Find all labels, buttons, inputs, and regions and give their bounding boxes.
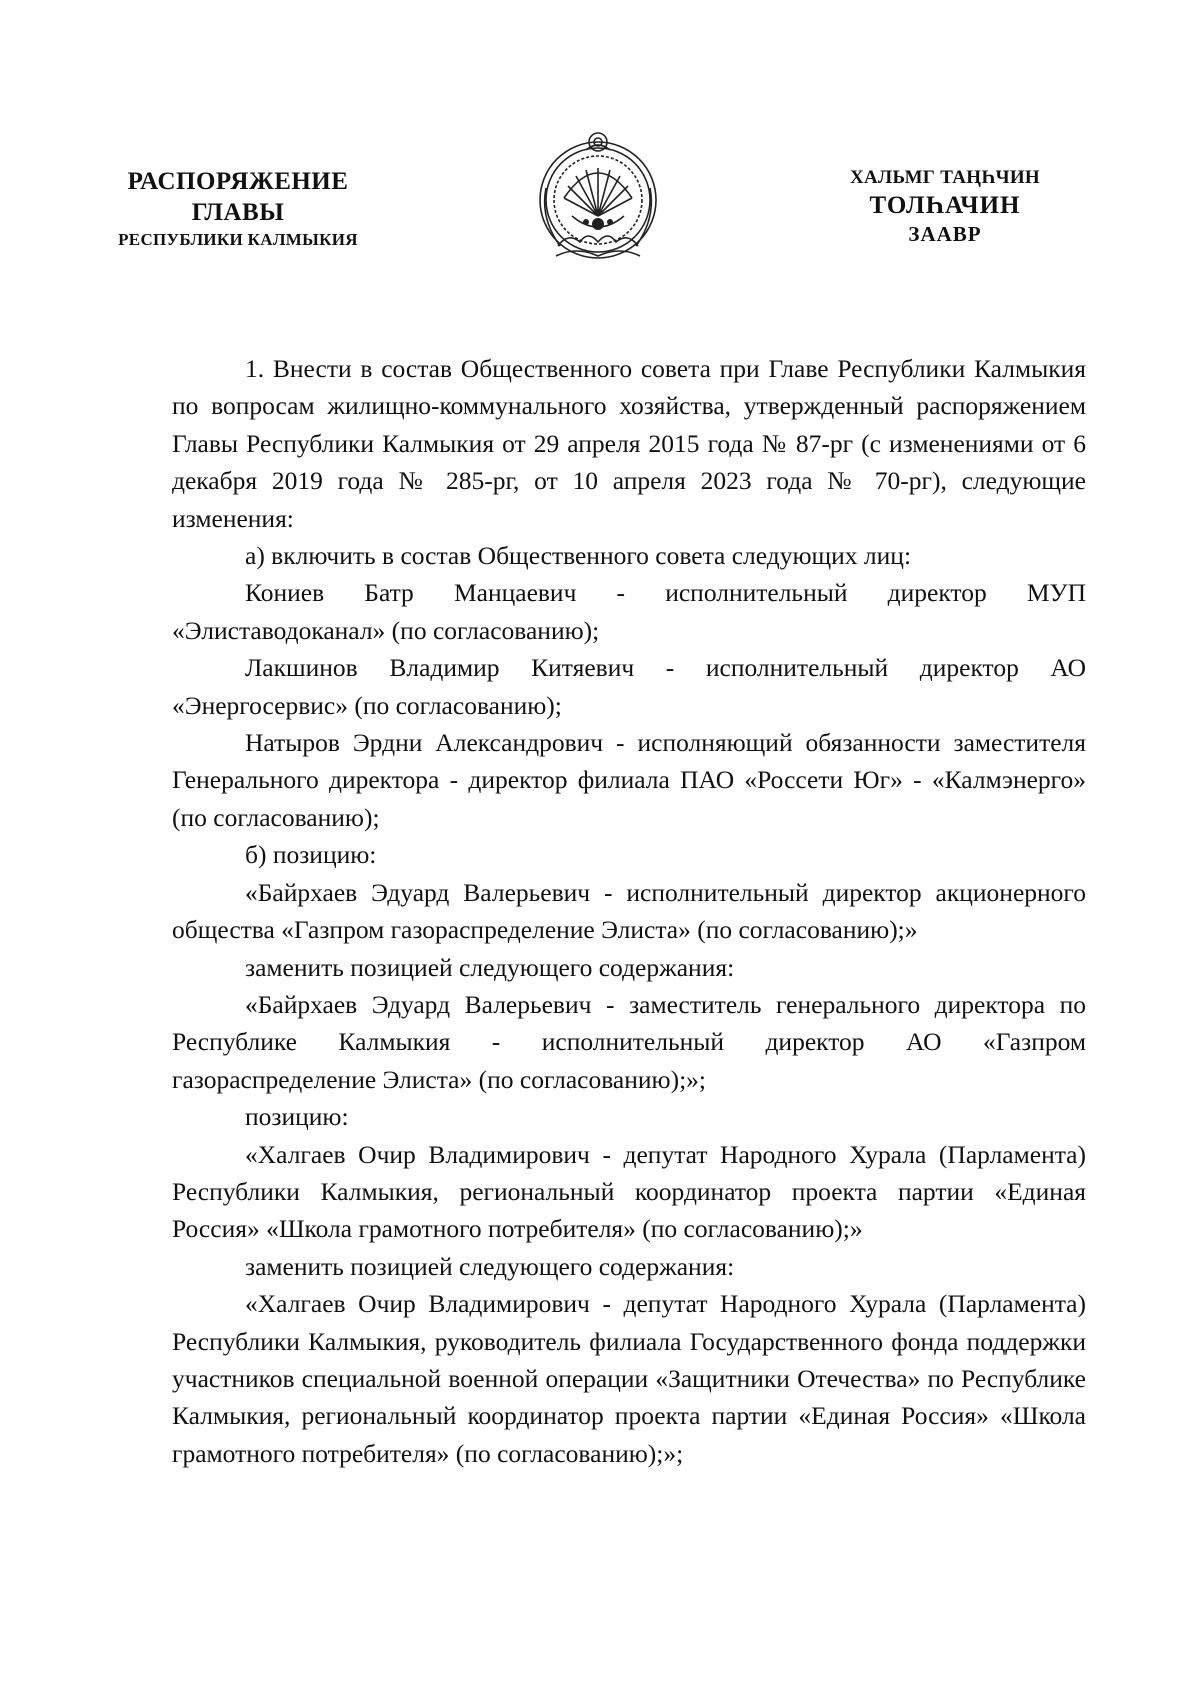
paragraph: «Халгаев Очир Владимирович - депутат Народного Хурала (Парламента) Республики Калмыкия, руководитель филиала Государственного фонда поддержки участников специальной военной операции «Защитники Отечества» по Республике Калмыкия, региональный координатор проекта партии «Единая Россия» «Школа грамотного потребителя» (по согласованию);»; (172, 1289, 1086, 1468)
document-republic-title: РЕСПУБЛИКИ КАЛМЫКИЯ (118, 229, 358, 249)
paragraph: Лакшинов Владимир Китяевич - исполнительный директор АО «Энергосервис» (по согласованию); (172, 653, 1086, 720)
paragraph: «Халгаев Очир Владимирович - депутат Народного Хурала (Парламента) Республики Калмыкия, региональный координатор проекта партии «Единая Россия» «Школа грамотного потребителя» (по согласованию);» (172, 1139, 1086, 1244)
kalmyk-republic-title: ХАЛЬМГ ТАҢҺЧИН (849, 167, 1041, 188)
kalmyk-document-type-title: ЗААВР (908, 222, 982, 246)
kalmykia-emblem-icon (528, 128, 668, 276)
document-authority-title: ГЛАВЫ (191, 199, 285, 227)
paragraph: 1. Внести в состав Общественного совета при Главе Республики Калмыкия по вопросам жилищно-коммунального хозяйства, утвержденный распоряжением Главы Республики Калмыкия от 29 апреля 2015 года № 87-рг (с изменениями от 6 декабря 2019 года № 285-рг, от 10 апреля 2023 года № 70-рг), следующие изменения: (172, 354, 1086, 533)
paragraph: «Байрхаев Эдуард Валерьевич - исполнительный директор акционерного общества «Газпром газораспределение Элиста» (по согласованию);» (172, 877, 1086, 945)
paragraph: заменить позицией следующего содержания: (245, 952, 735, 982)
paragraph: б) позицию: (245, 840, 377, 870)
paragraph: Натыров Эрдни Александрович - исполняющий обязанности заместителя Генерального директора - директор филиала ПАО «Россети Юг» - «Калмэнерго» (по согласованию); (172, 728, 1086, 832)
paragraph: позицию: (245, 1102, 349, 1132)
paragraph: Кониев Батр Манцаевич - исполнительный директор МУП «Элиставодоканал» (по согласованию); (172, 578, 1086, 645)
document-type-title: РАСПОРЯЖЕНИЕ (127, 168, 349, 195)
document-body (172, 350, 1086, 1472)
kalmyk-authority-title: ТОЛҺАЧИН (869, 191, 1021, 219)
paragraph: заменить позицией следующего содержания: (245, 1251, 735, 1281)
paragraph: а) включить в состав Общественного совета следующих лиц: (245, 541, 912, 571)
document-title-block-kalmyk (830, 166, 1060, 247)
document-title-block (88, 166, 388, 250)
paragraph: «Байрхаев Эдуард Валерьевич - заместитель генерального директора по Республике Калмыкия - исполнительный директор АО «Газпром газораспределение Элиста» (по согласованию);»; (172, 989, 1086, 1094)
